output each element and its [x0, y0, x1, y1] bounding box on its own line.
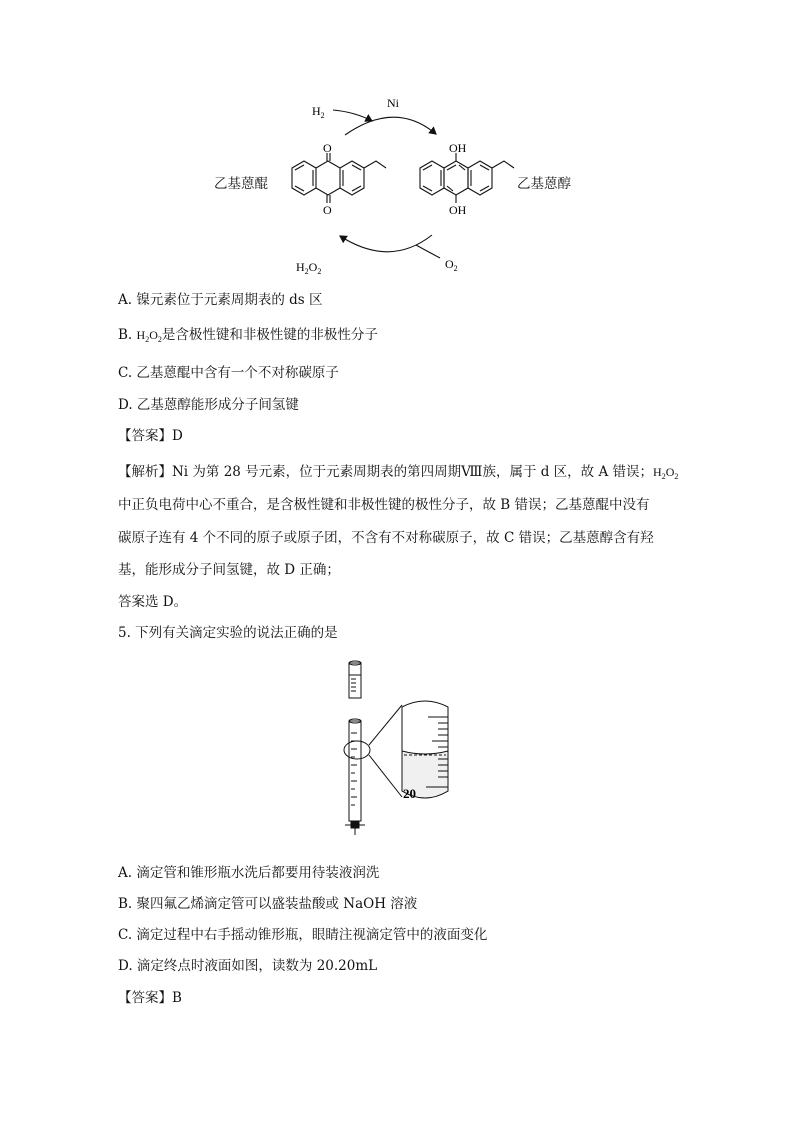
- q5-answer: 【答案】B: [118, 990, 182, 1006]
- q4-option-a: A. 镍元素位于元素周期表的 ds 区: [118, 292, 323, 308]
- h2o2-formula: $H_2O_2$: [136, 328, 162, 344]
- q4-analysis-line-2: 中正负电荷中心不重合，是含极性键和非极性键的极性分子，故 B 错误；乙基蒽醌中没有: [118, 497, 650, 513]
- q4-option-b-text: 是含极性键和非极性键的非极性分子: [161, 327, 378, 343]
- right-compound-label: 乙基蒽醇: [517, 176, 571, 192]
- q5-option-c: C. 滴定过程中右手摇动锥形瓶，眼睛注视滴定管中的液面变化: [118, 927, 488, 943]
- burette-figure: [0, 655, 794, 855]
- q4-analysis-line-3: 碳原子连有 4 个不同的原子或原子团，不含有不对称碳原子，故 C 错误；乙基蒽醇含有羟: [118, 530, 654, 546]
- bottom-arrow: [340, 235, 432, 252]
- q5-option-a: A. 滴定管和锥形瓶水洗后都要用待装液润洗: [118, 865, 380, 881]
- o2-label: $O_2$: [445, 257, 458, 273]
- q4-option-c: C. 乙基蒽醌中含有一个不对称碳原子: [118, 365, 339, 381]
- catalyst-label: Ni: [387, 96, 399, 110]
- q4-option-d: D. 乙基蒽醇能形成分子间氢键: [118, 397, 299, 413]
- q4-answer: 【答案】D: [118, 428, 183, 444]
- hydroxyl-top: OH: [449, 141, 467, 155]
- top-arrow: [345, 117, 436, 135]
- q5-option-d: D. 滴定终点时液面如图，读数为 20.20mL: [118, 958, 378, 974]
- q4-option-b: [118, 325, 378, 350]
- q4-analysis-line-1: 【解析】Ni 为第 28 号元素，位于元素周期表的第四周期Ⅷ族，属于 d 区，故 A 错误；$H_2O_2$: [118, 464, 679, 481]
- carbonyl-o-bottom: O: [323, 203, 332, 217]
- ethylanthraquinone-structure: [292, 153, 386, 203]
- q5-option-b: B. 聚四氟乙烯滴定管可以盛装盐酸或 NaOH 溶液: [118, 896, 418, 912]
- reaction-scheme: [0, 0, 794, 290]
- ethylanthrahydroquinone-structure: [420, 153, 514, 203]
- burette-reading-label: 20: [403, 786, 416, 801]
- h2o2-formula-analysis: $H_2O_2$: [653, 465, 679, 481]
- q4-analysis-line-5: 答案选 D。: [118, 594, 188, 610]
- carbonyl-o-top: O: [323, 141, 332, 155]
- h2o2-label: $H_2O_2$: [296, 260, 322, 276]
- h2-feed-arc: [333, 110, 372, 121]
- q5-stem: 5. 下列有关滴定实验的说法正确的是: [118, 625, 338, 641]
- hydroxyl-bottom: OH: [449, 203, 467, 217]
- h2-label: $H_2$: [312, 104, 325, 120]
- q4-option-b-prefix: B.: [118, 327, 137, 343]
- left-compound-label: 乙基蒽醌: [214, 176, 268, 192]
- o2-feed-arc: [416, 245, 440, 258]
- q4-analysis-line-4: 基，能形成分子间氢键，故 D 正确；: [118, 562, 340, 578]
